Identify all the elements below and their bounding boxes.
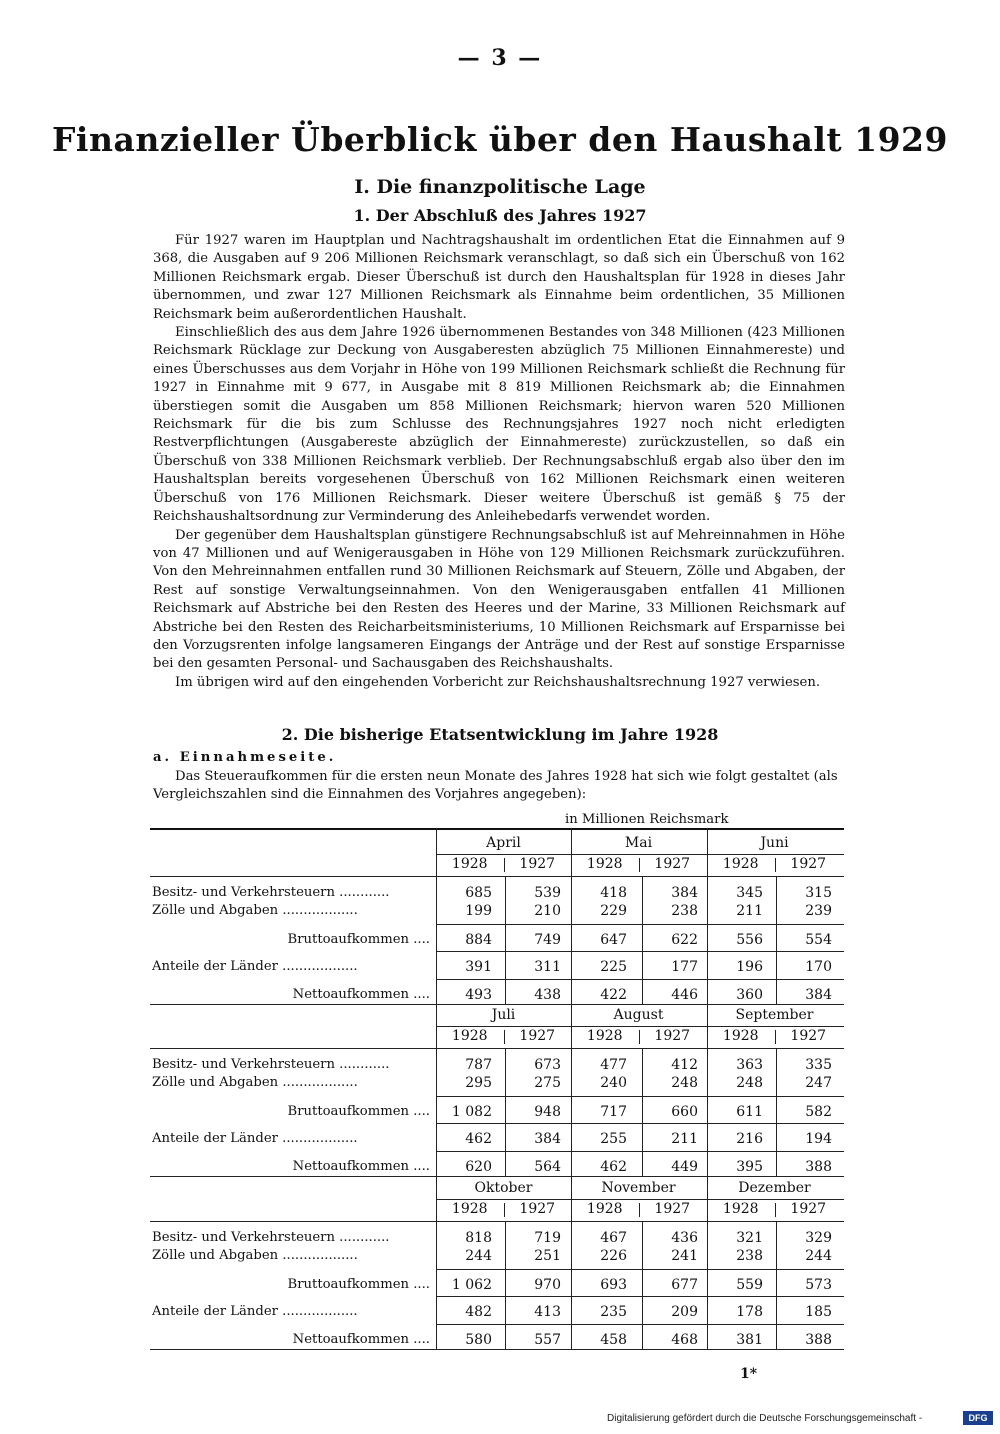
table-cell: 240 <box>600 1075 627 1091</box>
row-label-besitz: Besitz- und Verkehrsteuern ............ <box>152 1057 390 1072</box>
column-rule <box>707 1000 708 1176</box>
table-cell: 216 <box>736 1131 763 1147</box>
body-text-1 <box>153 232 845 692</box>
month-header: Oktober <box>474 1180 533 1196</box>
table-cell: 360 <box>736 987 763 1003</box>
table-cell: 462 <box>600 1159 627 1175</box>
table-cell: 580 <box>465 1332 492 1348</box>
column-rule <box>642 1221 643 1349</box>
subtotal-rule <box>436 1096 844 1097</box>
month-header: Mai <box>624 835 653 851</box>
table-cell: 611 <box>736 1104 763 1120</box>
header-rule <box>150 1048 844 1049</box>
table-cell: 582 <box>805 1104 832 1120</box>
subtotal-rule <box>436 1324 844 1325</box>
table-cell: 345 <box>736 885 763 901</box>
table-cell: 388 <box>805 1159 832 1175</box>
table-cell: 477 <box>600 1057 627 1073</box>
year-separator <box>504 1203 505 1217</box>
year-header: 1928 <box>722 856 759 872</box>
table-cell: 482 <box>465 1304 492 1320</box>
subtotal-rule <box>436 1269 844 1270</box>
column-rule <box>707 1173 708 1349</box>
table-cell: 948 <box>534 1104 561 1120</box>
year-separator <box>504 1030 505 1044</box>
column-rule <box>642 876 643 1004</box>
row-label-anteile: Anteile der Länder .................. <box>152 1304 358 1319</box>
table-cell: 247 <box>805 1075 832 1091</box>
table-cell: 418 <box>600 885 627 901</box>
month-header: April <box>486 835 521 851</box>
table-rule <box>150 828 844 830</box>
table-cell: 311 <box>534 959 561 975</box>
row-label-besitz: Besitz- und Verkehrsteuern ............ <box>152 885 390 900</box>
table-cell: 438 <box>534 987 561 1003</box>
subtotal-rule <box>436 979 844 980</box>
block-rule <box>150 1004 844 1005</box>
table-cell: 329 <box>805 1230 832 1246</box>
table-cell: 248 <box>736 1075 763 1091</box>
section-heading: I. Die finanzpolitische Lage <box>354 176 646 198</box>
table-cell: 412 <box>671 1057 698 1073</box>
year-separator <box>639 1203 640 1217</box>
table-cell: 564 <box>534 1159 561 1175</box>
year-header: 1927 <box>790 1201 827 1217</box>
table-cell: 209 <box>671 1304 698 1320</box>
table-cell: 436 <box>671 1230 698 1246</box>
table-cell: 177 <box>671 959 698 975</box>
month-rule <box>436 1199 844 1200</box>
subheading-1: 1. Der Abschluß des Jahres 1927 <box>353 206 647 225</box>
sub-label: a. Einnahmeseite. <box>153 750 337 765</box>
intro-text <box>153 768 845 805</box>
subtotal-rule <box>436 1151 844 1152</box>
table-cell: 557 <box>534 1332 561 1348</box>
table-cell: 211 <box>671 1131 698 1147</box>
year-header: 1928 <box>586 1028 623 1044</box>
row-label-besitz: Besitz- und Verkehrsteuern ............ <box>152 1230 390 1245</box>
paragraph: Für 1927 waren im Hauptplan und Nachtragshaushalt im ordentlichen Etat die Einnahmen auf 9 368, die Ausgaben auf 9 206 Millionen Reichsmark veranschlagt, so daß sich ein Überschuß von 162 Millionen Reichsmark ergab. Dieser Überschuß ist durch den Haushaltsplan für 1928 in dieses Jahr übernommen, und zwar 127 Millionen Reichsmark als Einnahme beim ordentlichen, 35 Millionen Reichsmark beim außerordentlichen Haushalt. <box>153 233 845 322</box>
row-label-brutto: Bruttoaufkommen .... <box>287 1104 430 1119</box>
intro-paragraph: Das Steueraufkommen für die ersten neun Monate des Jahres 1928 hat sich wie folgt gestaltet (als Vergleichszahlen sind die Einnahmen des Vorjahres angegeben): <box>153 769 838 803</box>
year-separator <box>504 858 505 872</box>
tax-revenue-table <box>150 828 844 1348</box>
column-rule <box>436 1000 437 1176</box>
table-cell: 170 <box>805 959 832 975</box>
month-header: September <box>735 1007 814 1023</box>
header-rule <box>150 876 844 877</box>
column-rule <box>707 828 708 1004</box>
table-cell: 321 <box>736 1230 763 1246</box>
year-header: 1928 <box>722 1201 759 1217</box>
subtotal-rule <box>436 1123 844 1124</box>
table-cell: 178 <box>736 1304 763 1320</box>
table-cell: 225 <box>600 959 627 975</box>
table-cell: 391 <box>465 959 492 975</box>
year-header: 1927 <box>654 1201 691 1217</box>
year-separator <box>639 1030 640 1044</box>
year-header: 1927 <box>790 856 827 872</box>
subtotal-rule <box>436 951 844 952</box>
year-header: 1928 <box>722 1028 759 1044</box>
column-rule <box>571 1173 572 1349</box>
table-cell: 449 <box>671 1159 698 1175</box>
table-cell: 363 <box>736 1057 763 1073</box>
table-cell: 677 <box>671 1277 698 1293</box>
column-rule <box>776 1048 777 1176</box>
table-cell: 238 <box>671 903 698 919</box>
year-separator <box>775 1203 776 1217</box>
table-cell: 660 <box>671 1104 698 1120</box>
table-cell: 554 <box>805 932 832 948</box>
column-rule <box>776 876 777 1004</box>
dfg-logo: DFG <box>963 1411 993 1425</box>
row-label-brutto: Bruttoaufkommen .... <box>287 1277 430 1292</box>
row-label-netto: Nettoaufkommen .... <box>292 987 430 1002</box>
table-cell: 717 <box>600 1104 627 1120</box>
year-header: 1927 <box>654 1028 691 1044</box>
row-label-zoelle: Zölle und Abgaben .................. <box>152 903 358 918</box>
table-cell: 556 <box>736 932 763 948</box>
year-separator <box>775 858 776 872</box>
block-rule <box>150 1349 844 1350</box>
table-cell: 622 <box>671 932 698 948</box>
row-label-zoelle: Zölle und Abgaben .................. <box>152 1248 358 1263</box>
month-header: Juli <box>491 1007 516 1023</box>
page-title: Finanzieller Überblick über den Haushalt 1929 <box>52 120 948 159</box>
table-cell: 749 <box>534 932 561 948</box>
table-cell: 185 <box>805 1304 832 1320</box>
subtotal-rule <box>436 1296 844 1297</box>
table-cell: 539 <box>534 885 561 901</box>
table-cell: 295 <box>465 1075 492 1091</box>
column-rule <box>642 1048 643 1176</box>
paragraph: Der gegenüber dem Haushaltsplan günstigere Rechnungsabschluß ist auf Mehreinnahmen in Höhe von 47 Millionen und auf Wenigerausgaben in Höhe von 129 Millionen Reichsmark zurückzuführen. Von den Mehreinnahmen entfallen rund 30 Millionen Reichsmark auf Steuern, Zölle und Abgaben, der Rest auf sonstige Verwaltungseinnahmen. Von den Wenigerausgaben entfallen 41 Millionen Reichsmark auf Abstriche bei den Resten des Heeres und der Marine, 33 Millionen Reichsmark auf Abstriche bei den Resten des Reicharbeitsministeriums, 10 Millionen Reichsmark auf Ersparnisse bei den Vorzugsrenten infolge langsameren Eingangs der Anträge und der Rest auf sonstige Ersparnisse bei den gesamten Personal- und Sachausgaben des Reichshaushalts. <box>153 527 845 672</box>
column-rule <box>505 1048 506 1176</box>
table-cell: 413 <box>534 1304 561 1320</box>
table-cell: 384 <box>805 987 832 1003</box>
table-cell: 226 <box>600 1248 627 1264</box>
year-header: 1927 <box>519 1201 556 1217</box>
month-header: November <box>601 1180 676 1196</box>
row-label-zoelle: Zölle und Abgaben .................. <box>152 1075 358 1090</box>
table-cell: 251 <box>534 1248 561 1264</box>
row-label-netto: Nettoaufkommen .... <box>292 1159 430 1174</box>
table-cell: 719 <box>534 1230 561 1246</box>
table-cell: 446 <box>671 987 698 1003</box>
table-cell: 458 <box>600 1332 627 1348</box>
table-cell: 229 <box>600 903 627 919</box>
column-rule <box>505 876 506 1004</box>
header-rule <box>150 1221 844 1222</box>
table-cell: 194 <box>805 1131 832 1147</box>
month-rule <box>436 1026 844 1027</box>
month-header: Dezember <box>738 1180 811 1196</box>
table-cell: 238 <box>736 1248 763 1264</box>
table-cell: 970 <box>534 1277 561 1293</box>
column-rule <box>571 828 572 1004</box>
unit-label: in Millionen Reichsmark <box>565 812 729 827</box>
table-cell: 422 <box>600 987 627 1003</box>
digitization-credit: Digitalisierung gefördert durch die Deutsche Forschungsgemeinschaft - <box>607 1413 923 1424</box>
row-label-brutto: Bruttoaufkommen .... <box>287 932 430 947</box>
footnote-mark: 1* <box>740 1366 758 1382</box>
row-label-anteile: Anteile der Länder .................. <box>152 1131 358 1146</box>
column-rule <box>436 828 437 1004</box>
table-cell: 315 <box>805 885 832 901</box>
month-header: August <box>613 1007 664 1023</box>
subtotal-rule <box>436 924 844 925</box>
table-cell: 244 <box>805 1248 832 1264</box>
table-cell: 255 <box>600 1131 627 1147</box>
table-cell: 210 <box>534 903 561 919</box>
block-rule <box>150 1176 844 1177</box>
year-header: 1928 <box>451 1201 488 1217</box>
table-cell: 384 <box>671 885 698 901</box>
table-cell: 211 <box>736 903 763 919</box>
column-rule <box>776 1221 777 1349</box>
table-cell: 239 <box>805 903 832 919</box>
year-header: 1927 <box>790 1028 827 1044</box>
subheading-2: 2. Die bisherige Etatsentwicklung im Jahre 1928 <box>281 725 719 744</box>
table-cell: 787 <box>465 1057 492 1073</box>
table-cell: 462 <box>465 1131 492 1147</box>
column-rule <box>436 1173 437 1349</box>
table-cell: 199 <box>465 903 492 919</box>
column-rule <box>571 1000 572 1176</box>
table-cell: 244 <box>465 1248 492 1264</box>
year-header: 1928 <box>451 1028 488 1044</box>
month-rule <box>436 854 844 855</box>
row-label-anteile: Anteile der Länder .................. <box>152 959 358 974</box>
table-cell: 818 <box>465 1230 492 1246</box>
year-header: 1927 <box>519 1028 556 1044</box>
table-cell: 381 <box>736 1332 763 1348</box>
table-cell: 395 <box>736 1159 763 1175</box>
table-cell: 620 <box>465 1159 492 1175</box>
table-cell: 384 <box>534 1131 561 1147</box>
table-cell: 493 <box>465 987 492 1003</box>
table-cell: 248 <box>671 1075 698 1091</box>
month-header: Juni <box>760 835 789 851</box>
paragraph: Im übrigen wird auf den eingehenden Vorbericht zur Reichshaushaltsrechnung 1927 verwiesen. <box>175 674 821 690</box>
year-separator <box>639 858 640 872</box>
year-header: 1928 <box>586 856 623 872</box>
table-cell: 467 <box>600 1230 627 1246</box>
table-cell: 275 <box>534 1075 561 1091</box>
table-cell: 573 <box>805 1277 832 1293</box>
table-cell: 559 <box>736 1277 763 1293</box>
table-cell: 235 <box>600 1304 627 1320</box>
table-cell: 693 <box>600 1277 627 1293</box>
table-cell: 196 <box>736 959 763 975</box>
page-number: — 3 — <box>457 45 543 71</box>
table-cell: 685 <box>465 885 492 901</box>
table-cell: 468 <box>671 1332 698 1348</box>
table-cell: 673 <box>534 1057 561 1073</box>
row-label-netto: Nettoaufkommen .... <box>292 1332 430 1347</box>
year-header: 1927 <box>519 856 556 872</box>
table-cell: 388 <box>805 1332 832 1348</box>
table-cell: 241 <box>671 1248 698 1264</box>
column-rule <box>505 1221 506 1349</box>
year-header: 1927 <box>654 856 691 872</box>
table-cell: 1 082 <box>451 1104 492 1120</box>
table-cell: 1 062 <box>451 1277 492 1293</box>
year-header: 1928 <box>586 1201 623 1217</box>
table-cell: 884 <box>465 932 492 948</box>
paragraph: Einschließlich des aus dem Jahre 1926 übernommenen Bestandes von 348 Millionen (423 Millionen Reichsmark Rücklage zur Deckung von Ausgaberesten abzüglich 75 Millionen Einnahmereste) und eines Überschusses aus dem Vorjahr in Höhe von 199 Millionen Reichsmark schließt die Rechnung für 1927 in Einnahme mit 9 677, in Ausgabe mit 8 819 Millionen Reichsmark ab; die Einnahmen überstiegen somit die Ausgaben um 858 Millionen Reichsmark; hiervon waren 520 Millionen Reichsmark für die bis zum Schlusse des Rechnungsjahres 1927 noch nicht erledigten Restverpflichtungen (Ausgabereste abzüglich der Einnahmereste) zurückzustellen, so daß ein Überschuß von 338 Millionen Reichsmark verblieb. Der Rechnungsabschluß ergab also über den im Haushaltsplan bereits vorgesehenen Überschuß von 162 Millionen Reichsmark einen weiteren Überschuß von 176 Millionen Reichsmark. Dieser weitere Überschuß ist gemäß § 75 der Reichshaushaltsordnung zur Verminderung des Anleihebedarfs verwendet worden. <box>153 325 845 525</box>
table-cell: 335 <box>805 1057 832 1073</box>
table-cell: 647 <box>600 932 627 948</box>
year-header: 1928 <box>451 856 488 872</box>
year-separator <box>775 1030 776 1044</box>
